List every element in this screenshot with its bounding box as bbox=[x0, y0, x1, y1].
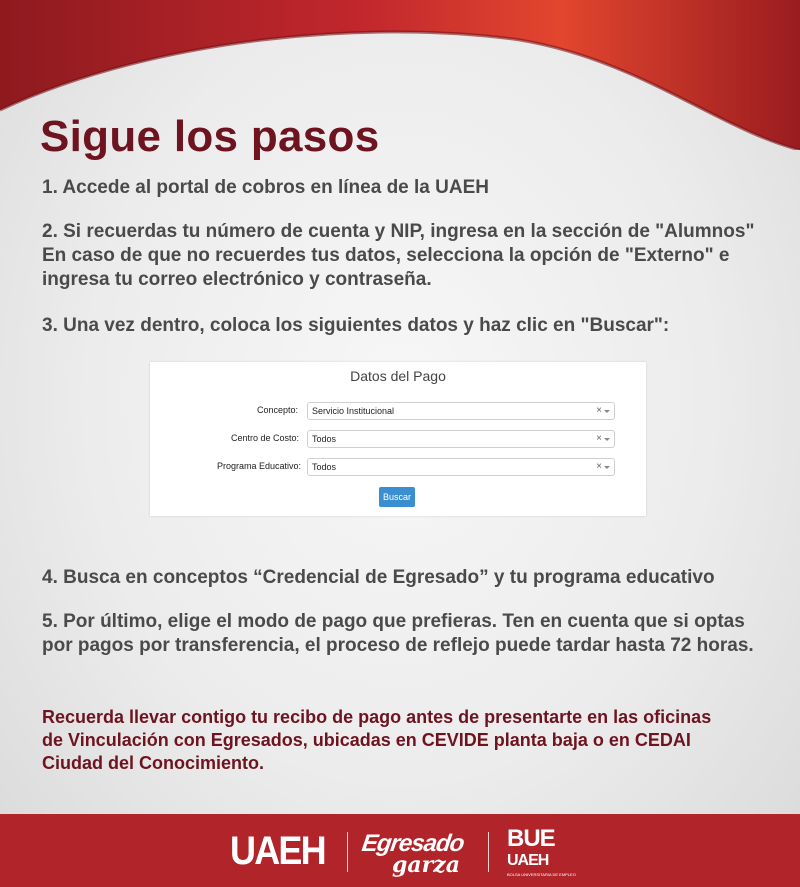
reminder-line: Recuerda llevar contigo tu recibo de pago antes de presentarte en las oficinas bbox=[42, 707, 712, 727]
bue-logo-line2: UAEH bbox=[507, 852, 549, 869]
garza-logo: garza bbox=[392, 852, 460, 878]
clear-icon[interactable]: × bbox=[596, 405, 602, 416]
step-4-line: 4. Busca en conceptos “Credencial de Egresado” y tu programa educativo bbox=[42, 567, 715, 588]
chevron-down-icon[interactable] bbox=[604, 466, 610, 469]
step-2 bbox=[42, 220, 772, 292]
clear-icon[interactable]: × bbox=[596, 433, 602, 444]
step-5-line: 5. Por último, elige el modo de pago que prefieras. Ten en cuenta que si optas bbox=[42, 611, 745, 632]
reminder-line: de Vinculación con Egresados, ubicadas en CEVIDE planta baja o en CEDAI bbox=[42, 730, 691, 750]
concept-select[interactable] bbox=[307, 402, 615, 420]
concept-row bbox=[0, 402, 800, 420]
chevron-down-icon[interactable] bbox=[604, 438, 610, 441]
step-2-line: ingresa tu correo electrónico y contraseña. bbox=[42, 269, 432, 290]
step-2-line: 2. Si recuerdas tu número de cuenta y NIP, ingresa en la sección de "Alumnos" bbox=[42, 221, 755, 242]
concept-value: Servicio Institucional bbox=[312, 406, 395, 416]
step-1-line: 1. Accede al portal de cobros en línea de la UAEH bbox=[42, 177, 489, 198]
reminder-line: Ciudad del Conocimiento. bbox=[42, 753, 265, 773]
cost-center-value: Todos bbox=[312, 434, 337, 444]
cost-center-row bbox=[0, 430, 800, 448]
step-5 bbox=[42, 610, 772, 658]
program-select[interactable] bbox=[307, 458, 615, 476]
program-value: Todos bbox=[312, 462, 337, 472]
footer-divider bbox=[347, 832, 348, 872]
chevron-down-icon[interactable] bbox=[604, 410, 610, 413]
program-row bbox=[0, 458, 800, 476]
cost-center-select[interactable] bbox=[307, 430, 615, 448]
step-4 bbox=[42, 566, 772, 590]
footer-bar bbox=[0, 814, 800, 887]
step-5-line: por pagos por transferencia, el proceso de reflejo puede tardar hasta 72 horas. bbox=[42, 635, 754, 656]
program-label: Programa Educativo: bbox=[217, 461, 302, 471]
bue-logo-line3: BOLSA UNIVERSITARIA DE EMPLEO bbox=[507, 872, 576, 877]
page-title: Sigue los pasos bbox=[40, 112, 380, 161]
step-1 bbox=[42, 176, 772, 200]
bue-logo bbox=[507, 825, 576, 878]
cost-center-label: Centro de Costo: bbox=[231, 433, 300, 443]
bue-logo-line1: BUE bbox=[507, 825, 555, 852]
search-button[interactable]: Buscar bbox=[379, 487, 415, 507]
clear-icon[interactable]: × bbox=[596, 461, 602, 472]
step-3-line: 3. Una vez dentro, coloca los siguientes datos y haz clic en "Buscar": bbox=[42, 315, 670, 336]
concept-label: Concepto: bbox=[257, 405, 299, 415]
uaeh-logo: UAEH bbox=[230, 829, 325, 873]
reminder-note bbox=[42, 706, 772, 775]
step-3 bbox=[42, 314, 772, 338]
footer-divider bbox=[488, 832, 489, 872]
step-2-line: En caso de que no recuerdes tus datos, selecciona la opción de "Externo" e bbox=[42, 245, 730, 266]
form-title: Datos del Pago bbox=[350, 368, 446, 384]
egresado-logo: Egresado bbox=[360, 830, 466, 857]
